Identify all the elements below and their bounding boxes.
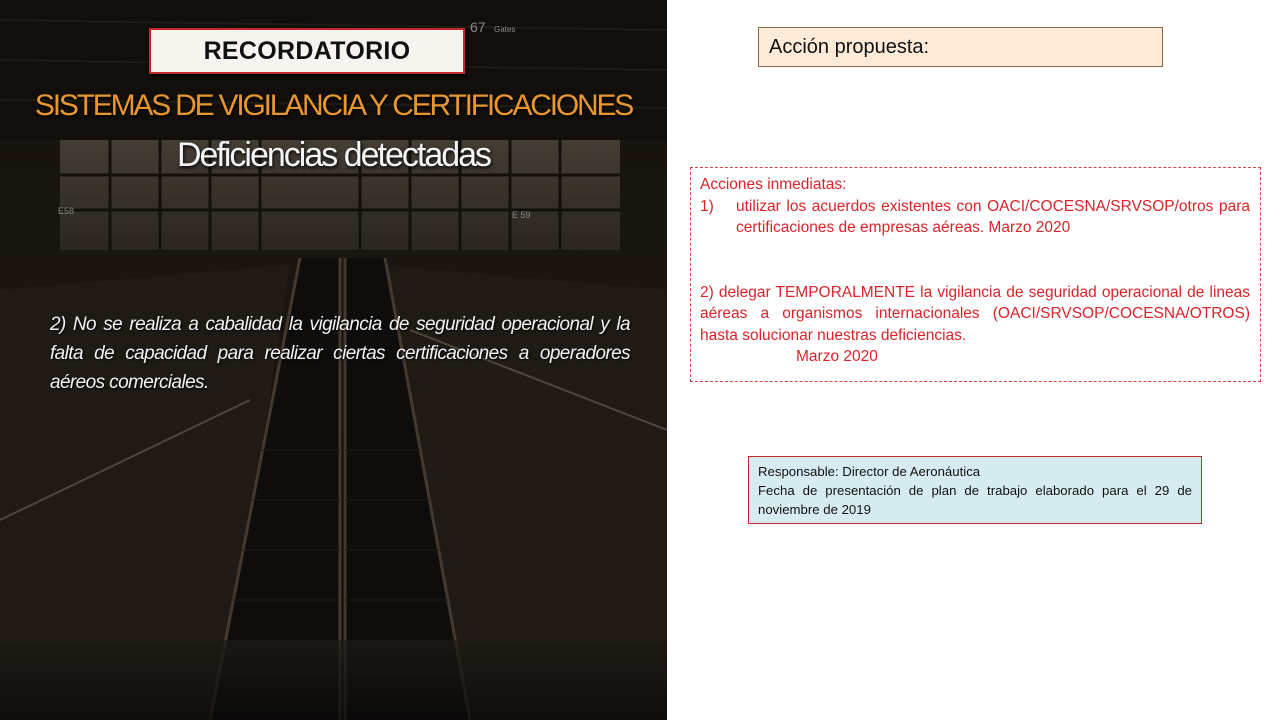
deficiency-description: 2) No se realiza a cabalidad la vigilancia de seguridad operacional y la falta de capacidad para realizar ciertas certificaciones a operadores aéreos comerciales. [50, 314, 630, 393]
immediate-actions-title: Acciones inmediatas: [700, 176, 847, 193]
slide-heading: SISTEMAS DE VIGILANCIA Y CERTIFICACIONES [34, 89, 633, 122]
action-item-1 [700, 196, 1250, 239]
proposed-action-label: Acción propuesta: [769, 35, 930, 58]
responsible-line: Responsable: Director de Aeronáutica [758, 464, 981, 479]
spacer [700, 239, 1250, 282]
action-item-1-number: 1) [700, 197, 714, 215]
photo-sign-gates-label: Gates [494, 25, 516, 34]
submission-date-line: Fecha de presentación de plan de trabajo elaborado para el 29 de noviembre de 2019 [758, 483, 1192, 517]
action-item-1-text: utilizar los acuerdos existentes con OACI/COCESNA/SRVSOP/otros para certificaciones de empresas aéreas. Marzo 2020 [736, 197, 1250, 236]
reminder-label-box [149, 28, 465, 74]
photo-sign-left: E58 [58, 206, 75, 216]
action-item-2-date: Marzo 2020 [796, 348, 878, 365]
immediate-actions-box [690, 167, 1261, 382]
reminder-label: RECORDATORIO [203, 36, 411, 65]
photo-sign-right: E 59 [512, 210, 531, 220]
action-item-2-text: 2) delegar TEMPORALMENTE la vigilancia de seguridad operacional de lineas aéreas a organismos internacionales (OACI/SRVSOP/COCESNA/OTROS) hasta solucionar nuestras deficiencias. [700, 283, 1250, 344]
photo-sign-gates-number: 67 [470, 19, 486, 35]
proposed-action-box [758, 27, 1163, 67]
responsible-box [748, 456, 1202, 524]
slide-subheading: Deficiencias detectadas [176, 136, 491, 174]
